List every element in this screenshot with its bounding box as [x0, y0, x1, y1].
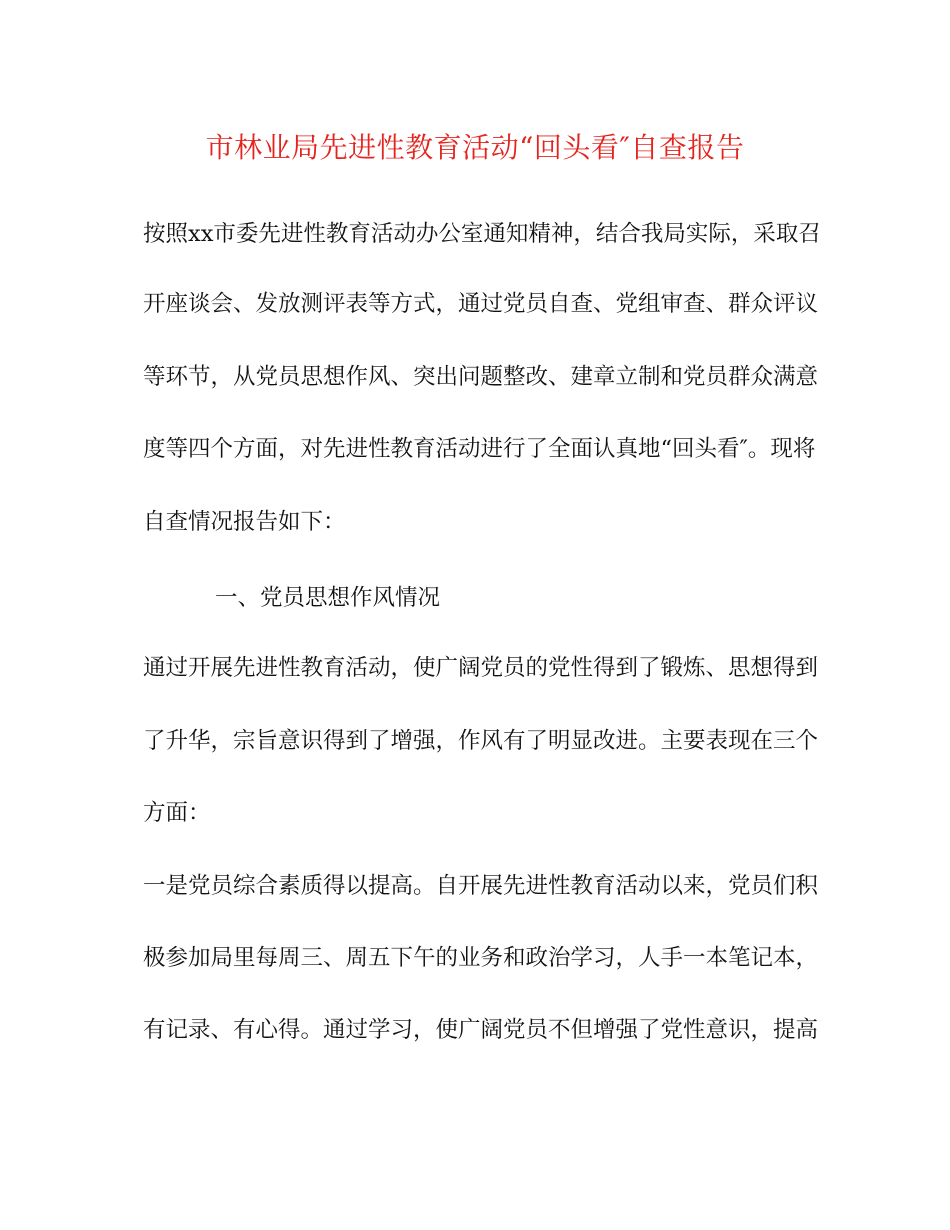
- document-title: 市林业局先进性教育活动“回头看″自查报告: [205, 131, 745, 164]
- section-heading: 一、党员思想作风情况: [215, 585, 441, 611]
- paragraph-line: 开座谈会、发放测评表等方式，通过党员自查、党组审查、群众评议: [143, 291, 819, 317]
- paragraph-line: 极参加局里每周三、周五下午的业务和政治学习，人手一本笔记本，: [143, 945, 819, 971]
- paragraph-line: 方面：: [143, 800, 211, 826]
- paragraph-line: 了升华，宗旨意识得到了增强，作风有了明显改进。主要表现在三个: [143, 728, 819, 754]
- paragraph-line: 有记录、有心得。通过学习，使广阔党员不但增强了党性意识，提高: [143, 1017, 819, 1043]
- paragraph-line: 等环节，从党员思想作风、突出问题整改、建章立制和党员群众满意: [143, 364, 819, 390]
- paragraph-line: 通过开展先进性教育活动，使广阔党员的党性得到了锻炼、思想得到: [143, 655, 819, 681]
- paragraph-line: 度等四个方面，对先进性教育活动进行了全面认真地“回头看″。现将: [143, 436, 816, 462]
- paragraph-line: 自查情况报告如下：: [143, 509, 346, 535]
- paragraph-line: 按照xx市委先进性教育活动办公室通知精神，结合我局实际，采取召: [143, 221, 821, 247]
- paragraph-line: 一是党员综合素质得以提高。自开展先进性教育活动以来，党员们积: [143, 873, 819, 899]
